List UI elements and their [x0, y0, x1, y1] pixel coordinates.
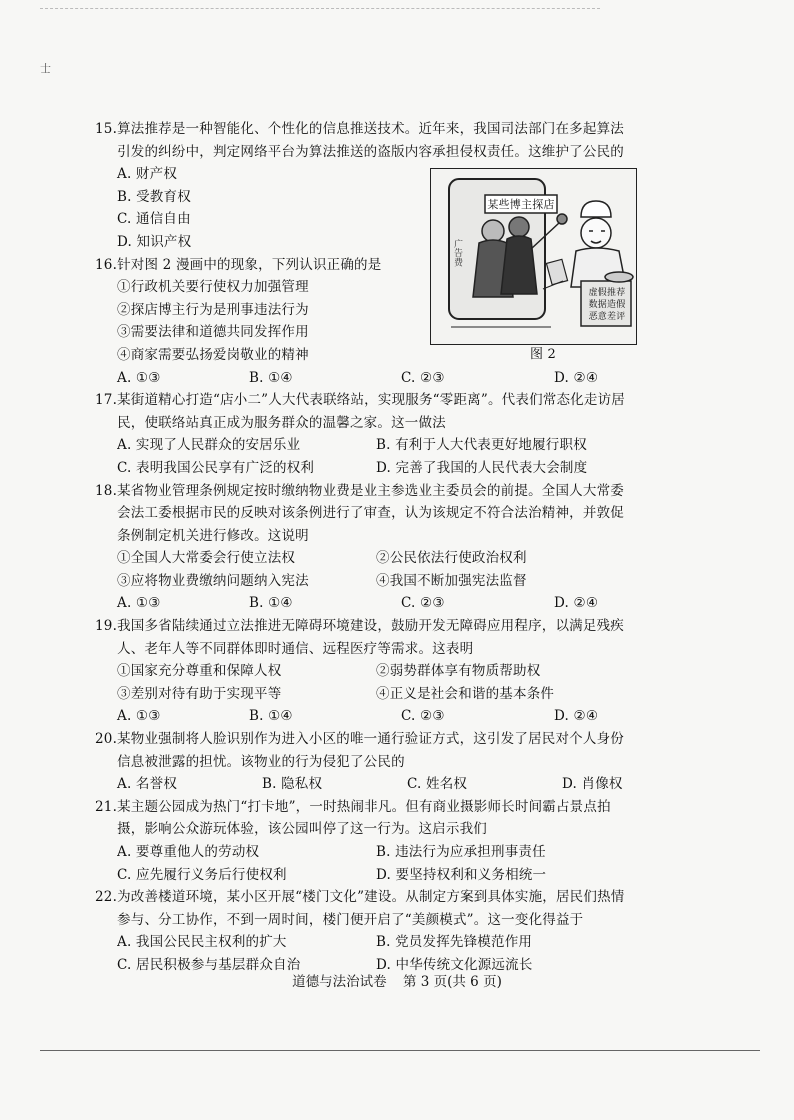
statement-1: ①全国人大常委会行使立法权 [117, 550, 296, 567]
statement-1: ①国家充分尊重和保障人权 [117, 663, 282, 680]
answer-b: B. ①④ [249, 708, 293, 725]
answer-choices [95, 705, 635, 728]
question-number: 21. [95, 798, 118, 815]
corner-mark: 士 [40, 62, 51, 75]
statement-2: ②弱势群体享有物质帮助权 [376, 663, 541, 680]
side-text: 广告费 [452, 239, 462, 267]
scan-edge-bottom [40, 1050, 760, 1051]
answer-c: C. ②③ [401, 369, 445, 386]
question-number: 22. [95, 889, 118, 906]
question-18 [95, 480, 635, 616]
statement-2: ②公民依法行使政治权利 [376, 550, 527, 567]
option-c: C. 表明我国公民享有广泛的权利 [117, 459, 315, 476]
note-line-1: 虚假推荐 [588, 288, 626, 298]
question-stem: 某省物业管理条例规定按时缴纳物业费是业主参选业主委员会的前提。全国人大常委会法工委根据市民的反映对该条例进行了审查，认为该规定不符合法治精神，并敦促条例制定机关进行修改。这说明 [117, 482, 624, 544]
note-line-3: 恶意差评 [588, 312, 626, 322]
option-c: C. 姓名权 [407, 776, 468, 793]
option-d: D. 中华传统文化源远流长 [376, 956, 533, 973]
question-20 [95, 728, 635, 796]
page-footer [0, 970, 794, 990]
option-a: A. 要尊重他人的劳动权 [117, 844, 260, 860]
question-number: 15. [95, 121, 118, 137]
question-stem: 针对图 2 漫画中的现象，下列认识正确的是 [117, 256, 382, 273]
option-a: A. 实现了人民群众的安居乐业 [117, 437, 301, 454]
figure-caption: 图 2 [530, 347, 557, 362]
option-c: C. 应先履行义务后行使权利 [117, 866, 287, 883]
answer-c: C. ②③ [401, 595, 445, 612]
statement-3: ③应将物业费缴纳问题纳入宪法 [117, 572, 309, 589]
question-21 [95, 796, 635, 886]
option-c: C. 居民积极参与基层群众自治 [117, 956, 301, 973]
question-number: 17. [95, 392, 118, 409]
answer-d: D. ②④ [554, 595, 599, 612]
statement-4: ④正义是社会和谐的基本条件 [376, 685, 555, 702]
question-number: 18. [95, 482, 118, 499]
footer-page-number: 第 3 页(共 6 页) [402, 974, 502, 990]
answer-d: D. ②④ [554, 369, 599, 386]
question-19 [95, 615, 635, 728]
answer-choices [95, 592, 635, 615]
answer-c: C. ②③ [401, 708, 445, 725]
option-b: B. 隐私权 [262, 776, 323, 793]
sign-text: 某些博主探店 [487, 198, 555, 211]
option-row [95, 773, 635, 796]
answer-a: A. ①③ [117, 369, 161, 386]
answer-b: B. ①④ [249, 595, 293, 612]
statement-grid [95, 547, 635, 592]
answer-d: D. ②④ [554, 708, 599, 725]
exam-page [95, 118, 635, 977]
statement-2: ②探店博主行为是刑事违法行为 [117, 301, 309, 318]
question-stem: 某主题公园成为热门“打卡地”，一时热闹非凡。但有商业摄影师长时间霸占景点拍摄，影响公众游玩体验，该公园叫停了这一行为。这启示我们 [117, 798, 611, 838]
cartoon-illustration [431, 169, 636, 344]
question-stem: 我国多省陆续通过立法推进无障碍环境建设，鼓励开发无障碍应用程序，以满足残疾人、老年人等不同群体即时通信、远程医疗等需求。这表明 [117, 618, 624, 657]
statement-grid [95, 660, 635, 705]
question-stem: 某物业强制将人脸识别作为进入小区的唯一通行验证方式，这引发了居民对个人身份信息被泄露的担忧。该物业的行为侵犯了公民的 [117, 731, 624, 770]
question-stem: 算法推荐是一种智能化、个性化的信息推送技术。近年来，我国司法部门在多起算法引发的纠纷中，判定网络平台为算法推送的盗版内容承担侵权责任。这维护了公民的 [117, 121, 624, 160]
option-grid [95, 841, 635, 886]
option-b: B. 受教育权 [117, 188, 191, 205]
option-d: D. 完善了我国的人民代表大会制度 [376, 459, 588, 476]
option-a: A. 名誉权 [117, 776, 178, 793]
answer-b: B. ①④ [249, 369, 293, 386]
option-d: D. 知识产权 [117, 233, 192, 250]
statement-4: ④商家需要弘扬爱岗敬业的精神 [117, 346, 309, 363]
answer-a: A. ①③ [117, 708, 161, 725]
statement-3: ③需要法律和道德共同发挥作用 [117, 324, 309, 341]
option-a: A. 我国公民民主权利的扩大 [117, 934, 287, 951]
question-22 [95, 886, 635, 976]
option-grid [95, 434, 635, 479]
option-b: B. 有利于人大代表更好地履行职权 [376, 437, 587, 454]
footer-subject: 道德与法治试卷 [292, 974, 387, 990]
note-line-2: 数据造假 [588, 300, 626, 310]
option-d: D. 要坚持权利和义务相统一 [376, 866, 547, 883]
option-b: B. 违法行为应承担刑事责任 [376, 844, 546, 860]
statement-1: ①行政机关要行使权力加强管理 [117, 279, 309, 296]
answer-choices [95, 367, 635, 390]
statement-3: ③差别对待有助于实现平等 [117, 685, 282, 702]
option-b: B. 党员发挥先锋模范作用 [376, 934, 533, 951]
figure-2-cartoon [430, 168, 637, 345]
scan-edge-top [40, 8, 600, 11]
answer-a: A. ①③ [117, 595, 161, 612]
question-17 [95, 389, 635, 479]
option-d: D. 肖像权 [562, 776, 623, 793]
statement-4: ④我国不断加强宪法监督 [376, 572, 527, 589]
question-stem: 为改善楼道环境，某小区开展“楼门文化”建设。从制定方案到具体实施，居民们热情参与、分工协作，不到一周时间，楼门便开启了“美颜模式”。这一变化得益于 [117, 889, 625, 928]
question-number: 19. [95, 618, 118, 635]
option-a: A. 财产权 [117, 166, 178, 183]
question-stem: 某街道精心打造“店小二”人大代表联络站，实现服务“零距离”。代表们常态化走访居民，使联络站真正成为服务群众的温馨之家。这一做法 [117, 392, 625, 431]
question-number: 20. [95, 731, 118, 748]
question-number: 16. [95, 256, 118, 273]
option-c: C. 通信自由 [117, 211, 191, 228]
